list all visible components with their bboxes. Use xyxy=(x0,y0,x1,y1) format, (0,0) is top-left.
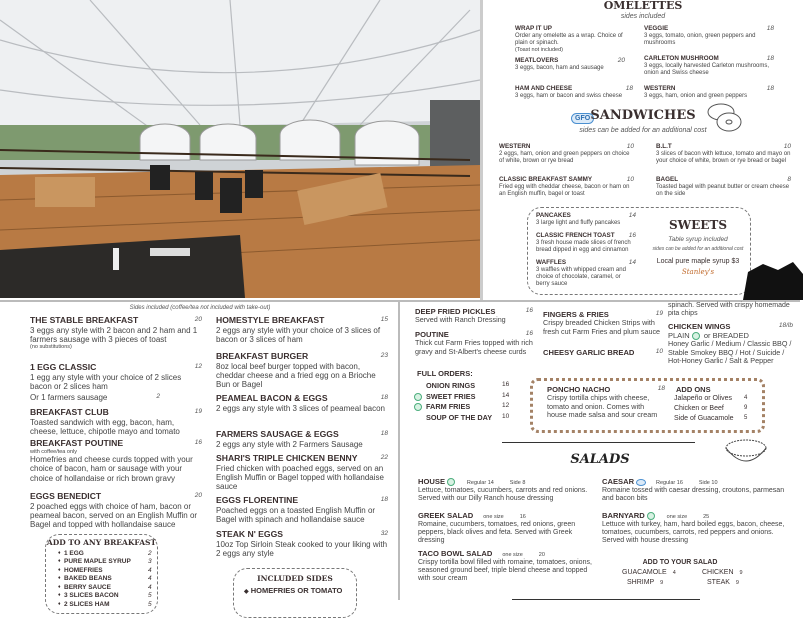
item-desc: 3 eggs any style with 2 bacon and 2 ham and 1 farmers sausage with 3 pieces of toast xyxy=(30,325,198,345)
item-size: one size xyxy=(666,514,688,520)
gluten-free-check-icon xyxy=(414,393,422,401)
add-on-item: Chicken or Beef 9 xyxy=(674,405,748,412)
item-price: 18 xyxy=(766,25,774,32)
menu-item-farmers-sausage-eggs xyxy=(216,430,388,449)
full-order-item: ONION RINGS 16 xyxy=(426,381,510,390)
item-desc: 8oz local beef burger topped with bacon, cheddar cheese and a fried egg on a Brioche Bun or Bagel xyxy=(216,361,376,390)
item-desc: 2 eggs any style with your choice of 3 slices of bacon or 3 slices of ham xyxy=(216,325,381,345)
item-price: 18 xyxy=(380,496,388,503)
menu-item-deep-fried-pickles xyxy=(415,307,533,325)
item-name: GREEK SALAD xyxy=(418,511,474,520)
item-desc: Toasted bagel with peanut butter or cream cheese on the side xyxy=(656,183,790,197)
item-name: CHEESY GARLIC BREAD xyxy=(543,348,635,357)
add-ons-list xyxy=(674,395,754,425)
item-price: 10 xyxy=(626,143,634,150)
item-name: PANCAKES xyxy=(536,212,571,219)
item-name: BREAKFAST CLUB xyxy=(30,407,109,417)
add-to-breakfast-title: ADD TO ANY BREAKFAST xyxy=(46,538,157,547)
item-desc: 3 eggs, tomato, onion, green peppers and mushrooms xyxy=(644,32,756,46)
item-desc: Romaine, cucumbers, tomatoes, red onions, green peppers, black olives and feta. Served with Greek dressing xyxy=(418,521,576,545)
item-name: WESTERN xyxy=(644,85,676,92)
sandwiches-title: SANDWICHES xyxy=(590,108,696,123)
item-side-price: 20 xyxy=(538,552,545,558)
menu-item-breakfast-burger xyxy=(216,352,388,389)
item-desc: 2 eggs any style with 3 slices of peameal bacon xyxy=(216,403,385,413)
salad-add-item: STEAK 9 xyxy=(707,579,739,586)
item-side-price: 16 xyxy=(519,514,526,520)
item-name: HOUSE xyxy=(418,477,446,486)
sweets-note: Table syrup included xyxy=(668,236,728,243)
item-desc: 2 eggs any style with 2 Farmers Sausage xyxy=(216,439,363,449)
item-desc: 2 poached eggs with choice of ham, bacon or peameal bacon, served on an English Muffin or Bagel and topped with hollandaise sauce xyxy=(30,501,198,530)
item-desc: Poached eggs on a toasted English Muffin or Bagel with spinach and hollandaise sauce xyxy=(216,505,376,525)
included-side-item: HOMEFRIES OR TOMATO xyxy=(250,586,343,595)
item-side-price: 25 xyxy=(703,514,710,520)
menu-item-eggs-florentine xyxy=(216,496,388,524)
menu-item-shari-s-triple-chicken-benny xyxy=(216,454,388,491)
item-desc: Thick cut Farm Fries topped with rich gravy and St-Albert's cheese curds xyxy=(415,338,533,356)
item-price: 15 xyxy=(380,316,388,323)
barbed-wire-divider-bottom xyxy=(512,599,700,600)
item-price: 32 xyxy=(380,530,388,537)
salads-title: SALADS xyxy=(570,452,630,467)
sweets-title: SWEETS xyxy=(668,218,728,232)
item-desc: 3 waffles with whipped cream and choice of chocolate, caramel, or berry sauce xyxy=(536,266,626,287)
item-price: 14 xyxy=(628,259,636,266)
wing-option-breaded: or BREADED xyxy=(703,331,749,341)
item-price: 19 xyxy=(194,408,202,415)
menu-item-or-1-farmers-sausage xyxy=(30,393,160,402)
item-name: CLASSIC BREAKFAST SAMMY xyxy=(499,176,593,183)
menu-item-1-egg-classic xyxy=(30,363,202,391)
salad-add-item: SHRIMP 9 xyxy=(627,579,664,586)
item-desc: 3 eggs, ham, onion and green peppers xyxy=(644,92,748,99)
item-desc: Lettuce with turkey, ham, hard boiled eggs, bacon, cheese, tomatoes, cucumbers, carrots, red peppers and onions. Served with house dressing xyxy=(602,521,785,545)
menu-item-fingers-fries xyxy=(543,310,663,336)
add-to-breakfast-list xyxy=(58,550,153,609)
item-desc: Toasted sandwich with egg, bacon, ham, cheese, lettuce, chipotle mayo and tomato xyxy=(30,417,180,437)
tree-silhouette-icon xyxy=(738,262,803,300)
item-name: WRAP IT UP xyxy=(515,25,552,32)
item-name: BAGEL xyxy=(656,176,679,183)
included-sides-title: INCLUDED SIDES xyxy=(257,574,333,583)
add-on-item: ♦ 1 EGG 2 xyxy=(58,550,153,558)
salad-item xyxy=(418,550,598,583)
item-size: Regular 14 xyxy=(466,480,494,486)
menu-item-the-stable-breakfast xyxy=(30,316,202,351)
add-ons-title: ADD ONS xyxy=(676,385,711,394)
add-on-item: Jalapeño or Olives 4 xyxy=(674,395,748,402)
item-price: 16 xyxy=(525,307,533,314)
item-price: 16 xyxy=(525,330,533,337)
tent-patio-image xyxy=(0,0,480,298)
item-desc: Order any omelette as a wrap. Choice of plain or spinach. xyxy=(515,32,623,46)
item-price: 18 xyxy=(657,385,665,392)
item-note: with coffee/tea only xyxy=(30,448,77,455)
add-on-item: ♦ 2 SLICES HAM 5 xyxy=(58,601,153,609)
item-side-price: Side 10 xyxy=(698,480,718,486)
item-desc: Fried egg with cheddar cheese, bacon or ham on an English muffin, bagel or toast xyxy=(499,183,630,197)
menu-item-homestyle-breakfast xyxy=(216,316,388,344)
item-name: THE STABLE BREAKFAST xyxy=(30,315,139,325)
full-order-item: SWEET FRIES 14 xyxy=(414,392,514,403)
menu-item-breakfast-club xyxy=(30,408,202,436)
item-name: PONCHO NACHO xyxy=(547,385,611,394)
item-price: 19 xyxy=(655,310,663,317)
item-desc: Fried chicken with poached eggs, served on an English Muffin or Bagel topped with hollandaise sauce xyxy=(216,463,384,492)
item-desc: 3 eggs, ham or bacon and swiss cheese xyxy=(515,92,623,99)
item-desc: Crispy tortilla chips with cheese, tomato and onion. Comes with house made salsa and sour cream xyxy=(547,393,658,420)
item-desc: 3 slices of bacon with lettuce, tomato and mayo on your choice of white, brown or rye bread or bagel xyxy=(656,150,791,164)
item-desc: Homefries and cheese curds topped with your choice of bacon, ham or sausage with your choice of hollandaise or rich brown gravy xyxy=(30,455,193,483)
item-price: 18 xyxy=(380,430,388,437)
item-price: 14 xyxy=(628,212,636,219)
item-desc: Crispy tortilla bowl filled with romaine, tomatoes, onions, seasoned ground beef, triple blend cheese and topped with sour cream xyxy=(418,559,592,583)
item-name: FARMERS SAUSAGE & EGGS xyxy=(216,429,339,439)
menu-page-lunch-salads xyxy=(400,300,800,600)
item-desc: Romaine tossed with caesar dressing, croutons, parmesan and bacon bits xyxy=(602,487,785,503)
item-price: 10 xyxy=(626,176,634,183)
item-desc: Crispy breaded Chicken Strips with fresh cut Farm Fries and plum sauce xyxy=(543,318,661,336)
item-price: 16 xyxy=(628,232,636,239)
included-sides-list: ◆ HOMEFRIES OR TOMATO xyxy=(244,586,343,595)
spinach-dip-desc-tail: spinach. Served with crispy homemade pita chips xyxy=(668,302,790,318)
item-desc: Lettuce, tomatoes, cucumbers, carrots and red onions. Served with our Dilly Ranch house dressing xyxy=(418,487,588,503)
item-price: 16 xyxy=(194,439,202,446)
barbed-wire-divider xyxy=(502,442,695,443)
gluten-free-check-icon xyxy=(414,403,422,411)
item-name: STEAK N' EGGS xyxy=(216,529,283,539)
item-desc: 3 large light and fluffy pancakes xyxy=(536,219,621,226)
menu-item-chicken-wings xyxy=(668,322,793,366)
menu-page-breakfast xyxy=(0,300,400,608)
item-price: 18/lb xyxy=(778,322,793,329)
item-price: 18 xyxy=(380,394,388,401)
sweets-note-2: sides can be added for an additional cost xyxy=(652,246,744,252)
item-name: CAESAR xyxy=(602,477,635,486)
add-on-item: ♦ 3 SLICES BACON 5 xyxy=(58,592,153,600)
item-price: 10 xyxy=(655,348,663,355)
item-size: Regular 16 xyxy=(655,480,683,486)
add-on-item: ♦ PURE MAPLE SYRUP 3 xyxy=(58,558,153,566)
salad-add-item: GUACAMOLE 4 xyxy=(622,569,676,576)
item-note: (Toast not included) xyxy=(515,46,563,53)
item-size: one size xyxy=(483,514,504,520)
menu-item-poncho-nacho xyxy=(547,385,665,420)
item-name: WAFFLES xyxy=(536,259,567,266)
gluten-free-check-icon xyxy=(647,512,655,520)
patio-tent-photo xyxy=(0,0,480,298)
item-price: 18 xyxy=(766,85,774,92)
sandwiches-subtitle: sides can be added for an additional cost xyxy=(579,127,707,134)
menu-item-b-l-t xyxy=(656,143,791,165)
menu-item-peameal-bacon-eggs xyxy=(216,394,388,413)
item-name: B.L.T xyxy=(656,143,672,150)
item-name: TACO BOWL SALAD xyxy=(418,549,493,558)
item-name: CHICKEN WINGS xyxy=(668,322,731,331)
item-name: PEAMEAL BACON & EGGS xyxy=(216,393,328,403)
menu-item-steak-n-eggs xyxy=(216,530,388,558)
full-order-item: SOUP OF THE DAY 10 xyxy=(426,412,510,422)
menu-item-meatlovers xyxy=(515,57,625,72)
item-price: 20 xyxy=(617,57,625,64)
item-desc: 3 eggs, bacon, ham and sausage xyxy=(515,64,604,71)
full-orders-list xyxy=(414,381,514,423)
item-name: HAM AND CHEESE xyxy=(515,85,573,92)
add-to-salad-title: ADD TO YOUR SALAD xyxy=(642,559,718,566)
item-desc: Honey Garlic / Medium / Classic BBQ / Stable Smokey BBQ / Hot / Suicide / Hot-Honey Garlic / Salt & Pepper xyxy=(668,339,792,366)
item-name: BREAKFAST POUTINE xyxy=(30,438,124,448)
item-price: 18 xyxy=(766,55,774,62)
menu-item-ham-and-cheese xyxy=(515,85,633,100)
item-desc: 2 eggs, ham, onion and green peppers on choice of white, brown or rye bread xyxy=(499,150,630,164)
stanleys-logo: Stanley's xyxy=(681,268,715,276)
salad-item xyxy=(602,512,792,545)
item-name: BARNYARD xyxy=(602,511,645,520)
salad-add-item: CHICKEN 9 xyxy=(702,569,743,576)
item-name: HOMESTYLE BREAKFAST xyxy=(216,315,325,325)
item-side-price: Side 8 xyxy=(509,480,526,486)
omelettes-subtitle: sides included xyxy=(620,13,666,20)
menu-item-eggs-benedict xyxy=(30,492,202,529)
breakfast-subtitle: Sides included (coffee/tea not included with take-out) xyxy=(129,305,271,311)
item-size: one size xyxy=(502,552,523,558)
full-orders-title: FULL ORDERS: xyxy=(417,369,473,378)
item-name: WESTERN xyxy=(499,143,531,150)
item-name: SHARI'S TRIPLE CHICKEN BENNY xyxy=(216,453,358,463)
add-on-item: ♦ BERRY SAUCE 4 xyxy=(58,584,153,592)
item-name: POUTINE xyxy=(415,330,449,339)
salad-item xyxy=(418,478,598,503)
item-price: 8 xyxy=(787,176,791,183)
gluten-free-check-icon xyxy=(447,478,455,486)
item-desc: 1 egg any style with your choice of 2 slices bacon or 2 slices ham xyxy=(30,372,182,392)
item-note: (no substitutions) xyxy=(30,344,72,351)
item-price: 22 xyxy=(380,454,388,461)
add-on-item: ♦ HOMEFRIES 4 xyxy=(58,567,153,575)
bagel-icon xyxy=(705,100,745,135)
menu-item-western xyxy=(499,143,634,165)
menu-item-carleton-mushroom xyxy=(644,55,774,77)
menu-item-wrap-it-up xyxy=(515,25,633,54)
item-desc: Or 1 farmers sausage xyxy=(30,393,108,402)
maple-syrup-price: Local pure maple syrup $3 xyxy=(656,258,740,265)
item-name: CARLETON MUSHROOM xyxy=(644,55,719,62)
item-name: BREAKFAST BURGER xyxy=(216,351,309,361)
item-desc: 3 fresh house made slices of french bread dipped in egg and cinnamon xyxy=(536,239,631,253)
item-price: 12 xyxy=(194,363,202,370)
menu-item-western xyxy=(644,85,774,100)
item-name: DEEP FRIED PICKLES xyxy=(415,307,496,316)
full-order-item: FARM FRIES 12 xyxy=(414,402,514,413)
item-name: 1 EGG CLASSIC xyxy=(30,362,97,372)
item-name: VEGGIE xyxy=(644,25,669,32)
menu-item-bagel xyxy=(656,176,791,198)
menu-page-omelettes-sandwiches xyxy=(480,0,800,300)
item-name: FINGERS & FRIES xyxy=(543,310,609,319)
item-price: 20 xyxy=(194,492,202,499)
menu-item-cheesy-garlic-bread xyxy=(543,348,663,357)
item-price: 20 xyxy=(194,316,202,323)
salad-item xyxy=(602,478,792,503)
salad-item xyxy=(418,512,598,545)
item-name: MEATLOVERS xyxy=(515,57,559,64)
item-price: 10 xyxy=(783,143,791,150)
item-price: 2 xyxy=(156,393,160,400)
item-desc: 10oz Top Sirloin Steak cooked to your liking with 2 eggs any style xyxy=(216,539,388,559)
item-desc: Served with Ranch Dressing xyxy=(415,315,506,325)
item-name: EGGS BENEDICT xyxy=(30,491,102,501)
item-desc: 3 eggs, locally harvested Carleton mushrooms, onion and Swiss cheese xyxy=(644,62,770,76)
wing-option-plain: PLAIN xyxy=(668,331,690,341)
gfo-badge-icon xyxy=(636,479,646,486)
menu-item-breakfast-poutine xyxy=(30,439,202,483)
add-on-item: ♦ BAKED BEANS 4 xyxy=(58,575,153,583)
item-price: 23 xyxy=(380,352,388,359)
menu-item-classic-breakfast-sammy xyxy=(499,176,634,198)
item-price: 18 xyxy=(625,85,633,92)
gfo-badge: GFO xyxy=(571,113,594,124)
item-name: CLASSIC FRENCH TOAST xyxy=(536,232,615,239)
menu-item-veggie xyxy=(644,25,774,47)
omelettes-title: OMELETTES xyxy=(603,0,683,12)
add-on-item: Side of Guacamole 5 xyxy=(674,415,748,422)
item-name: EGGS FLORENTINE xyxy=(216,495,299,505)
menu-item-poutine xyxy=(415,330,533,356)
